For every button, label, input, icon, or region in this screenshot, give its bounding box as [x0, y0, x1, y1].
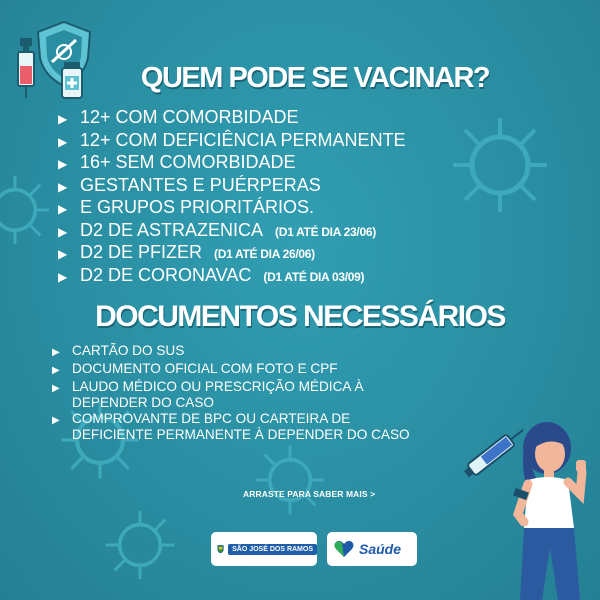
- bullet-arrow-icon: ▶: [52, 365, 60, 376]
- heading-required-documents: DOCUMENTOS NECESSÁRIOS: [95, 300, 505, 333]
- list-item: ▶ CARTÃO DO SUS: [52, 343, 410, 361]
- bullet-arrow-icon: ▶: [52, 383, 60, 394]
- list-item: ▶ LAUDO MÉDICO OU PRESCRIÇÃO MÉDICA À DEPENDER DO CASO: [52, 379, 364, 410]
- list-item: ▶ D2 DE ASTRAZENICA (D1 ATÉ DIA 23/06): [58, 220, 406, 243]
- eligible-list: [58, 107, 406, 287]
- heart-logo-icon: [333, 539, 355, 559]
- health-logo: [327, 532, 417, 566]
- heading-who-can-vaccinate: QUEM PODE SE VACINAR?: [140, 62, 490, 94]
- city-logo: [211, 532, 317, 566]
- virus-icon: [445, 110, 555, 220]
- swipe-hint: ARRASTE PARA SABER MAIS >: [243, 489, 376, 499]
- bullet-arrow-icon: ▶: [52, 347, 60, 358]
- list-item: ▶ DOCUMENTO OFICIAL COM FOTO E CPF: [52, 361, 410, 379]
- health-name: Saúde: [359, 541, 402, 557]
- bullet-arrow-icon: ▶: [58, 202, 68, 216]
- virus-icon: [250, 440, 330, 520]
- virus-icon: [100, 505, 180, 585]
- bullet-arrow-icon: ▶: [58, 179, 68, 194]
- woman-thumbs-up-illustration: [462, 418, 600, 600]
- bullet-arrow-icon: ▶: [58, 247, 68, 261]
- list-item: ▶ D2 DE CORONAVAC (D1 ATÉ DIA 03/09): [58, 265, 406, 288]
- bullet-arrow-icon: ▶: [58, 112, 68, 126]
- list-item: ▶ 16+ SEM COMORBIDADE: [58, 152, 406, 175]
- bullet-arrow-icon: ▶: [58, 134, 68, 149]
- list-item: ▶ D2 DE PFIZER (D1 ATÉ DIA 26/06): [58, 242, 406, 265]
- list-item: ▶ 12+ COM DEFICIÊNCIA PERMANENTE: [58, 130, 406, 153]
- bullet-arrow-icon: ▶: [52, 415, 60, 426]
- bullet-arrow-icon: ▶: [58, 157, 68, 171]
- city-name: SÃO JOSÉ DOS RAMOS: [228, 544, 317, 555]
- bullet-arrow-icon: ▶: [58, 269, 68, 284]
- dose-note: (D1 ATÉ DIA 03/09): [263, 269, 365, 284]
- virus-icon: [0, 170, 55, 250]
- list-item: ▶ E GRUPOS PRIORITÁRIOS.: [58, 197, 406, 220]
- dose-note: (D1 ATÉ DIA 23/06): [275, 224, 376, 239]
- list-item: ▶ GESTANTES E PUÉRPERAS: [58, 175, 406, 198]
- dose-note: (D1 ATÉ DIA 26/06): [214, 247, 315, 261]
- list-item: ▶ COMPROVANTE DE BPC OU CARTEIRA DE DEFICIENTE PERMANENTE À DEPENDER DO CASO: [52, 411, 410, 442]
- list-item: ▶ 12+ COM COMORBIDADE: [58, 107, 406, 130]
- documents-list: [52, 343, 410, 443]
- bullet-arrow-icon: ▶: [58, 224, 68, 239]
- city-crest-icon: [217, 538, 224, 560]
